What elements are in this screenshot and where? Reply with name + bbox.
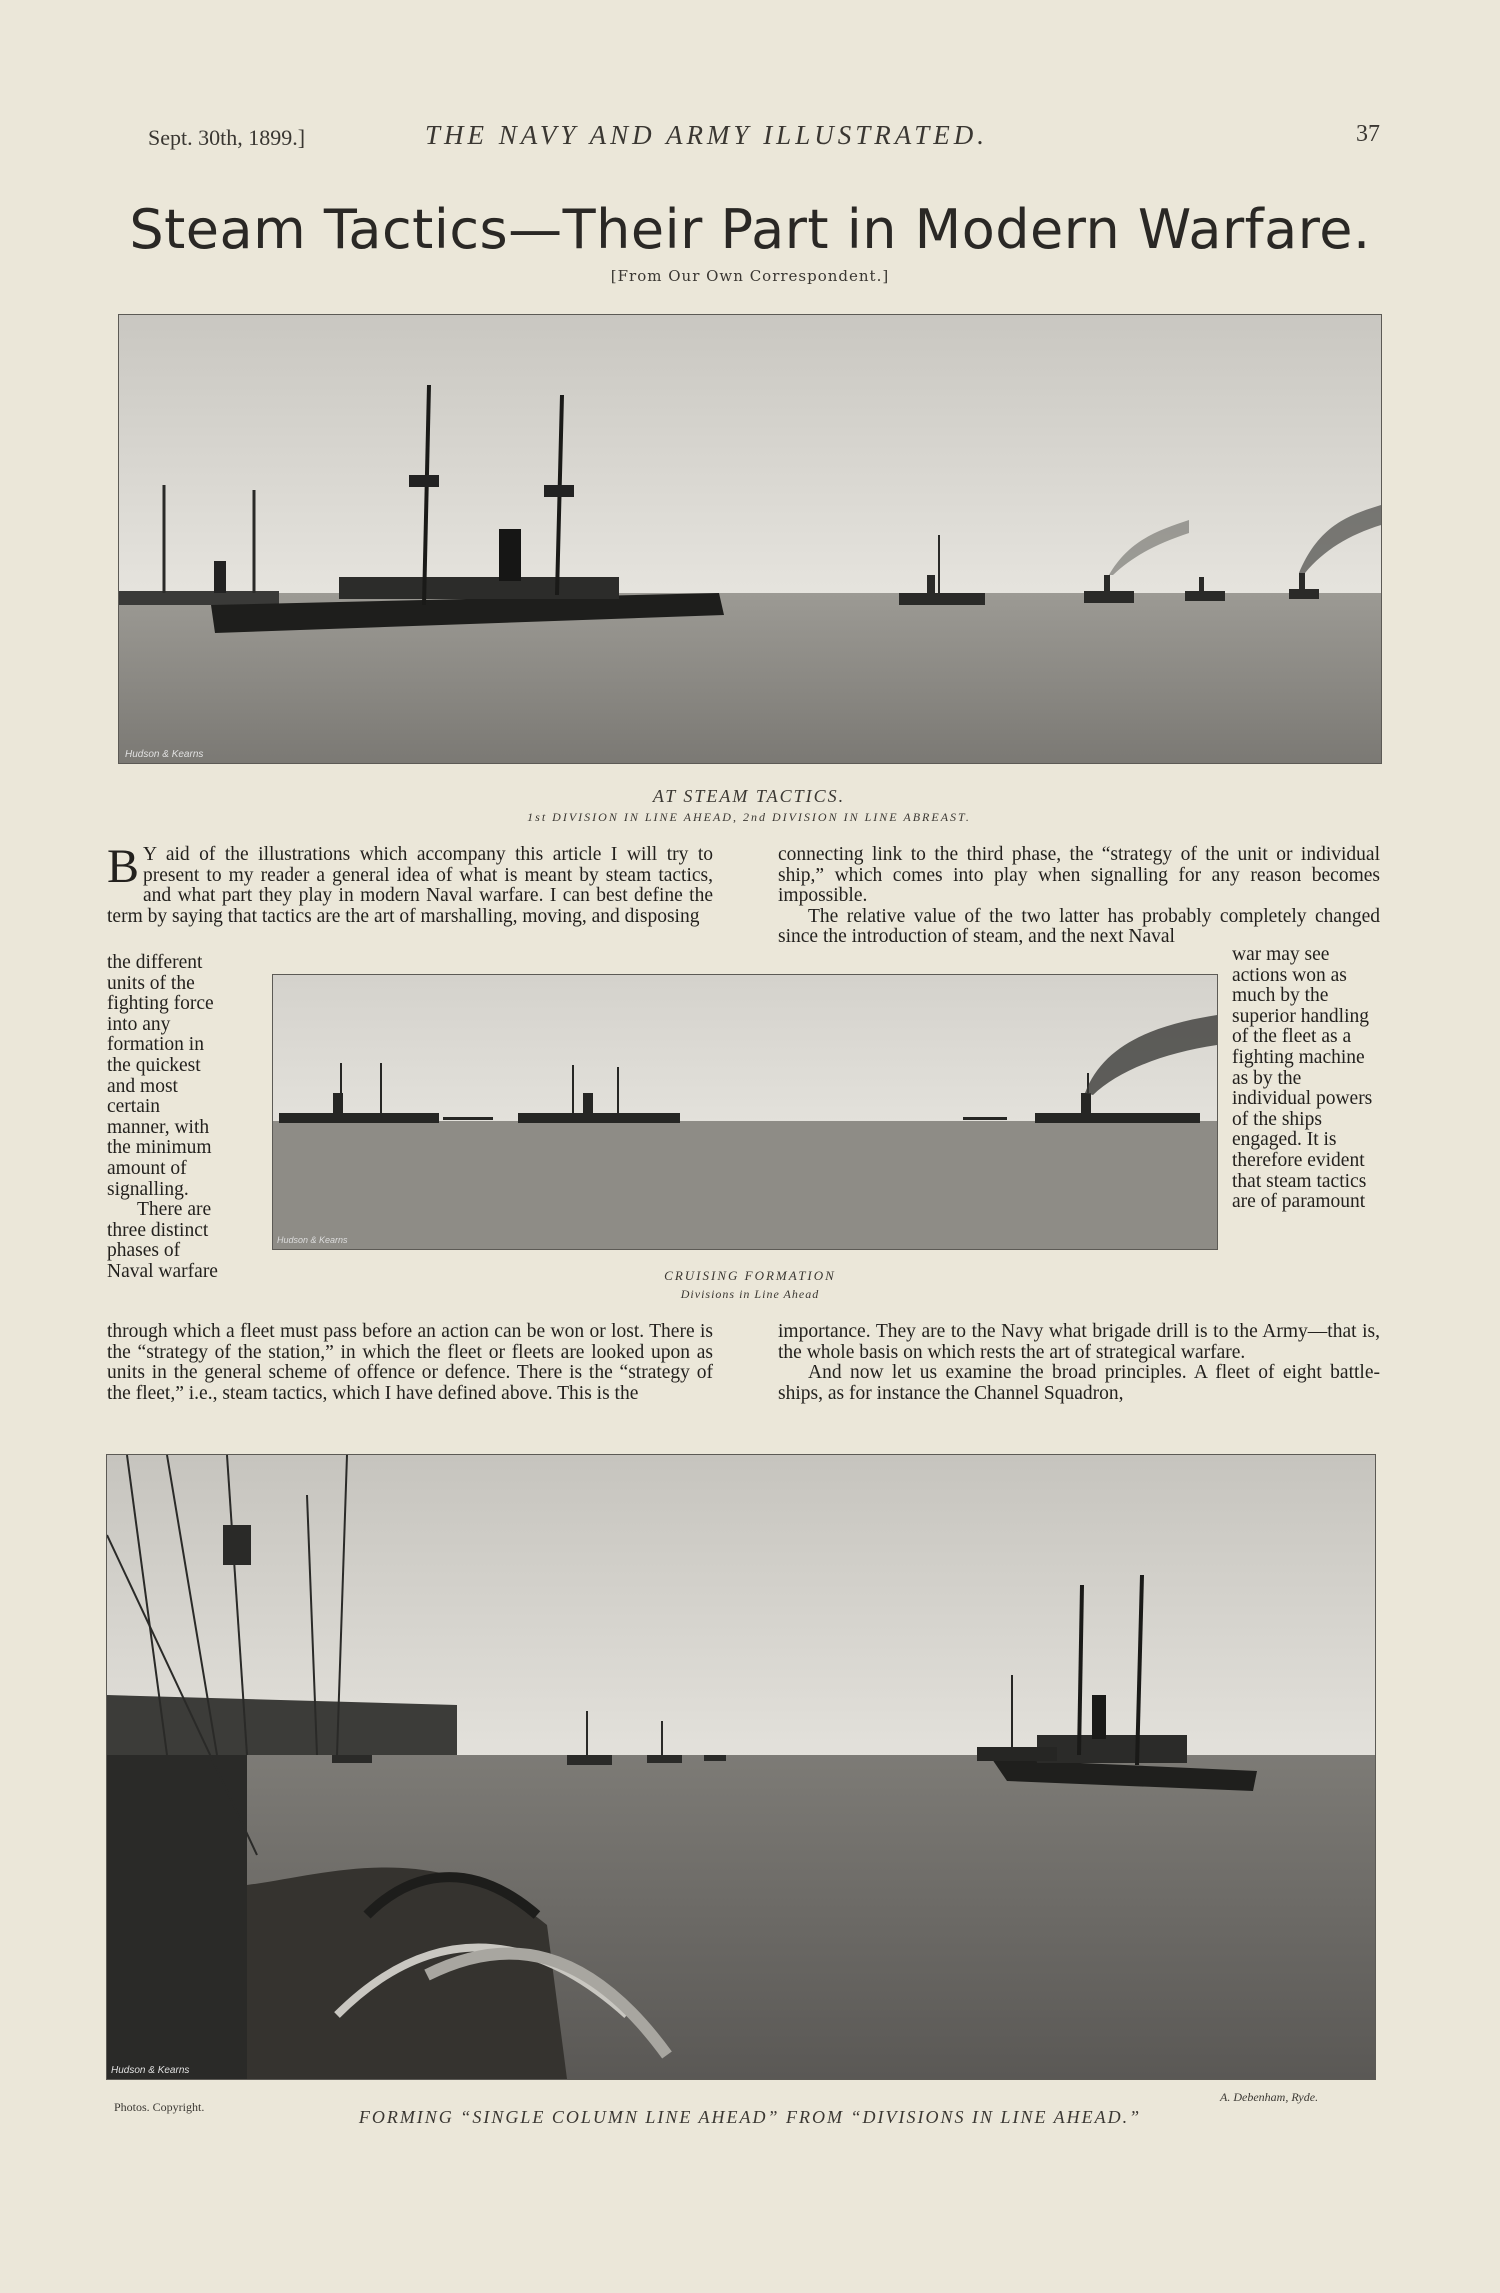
middle-photo-caption-title: CRUISING FORMATION — [664, 1268, 836, 1283]
page-number: 37 — [1356, 121, 1380, 147]
drop-cap: B — [107, 840, 140, 893]
photographer-credit: A. Debenham, Ryde. — [1220, 2090, 1319, 2104]
fleet-from-deck-illustration — [107, 1455, 1375, 2079]
photo-credit-mark: Hudson & Kearns — [277, 1235, 348, 1245]
photos-copyright-note: Photos. Copyright. — [114, 2100, 205, 2114]
photo-steam-tactics — [118, 314, 1382, 764]
top-photo-caption-sub: 1st DIVISION IN LINE AHEAD, 2nd DIVISION IN LINE ABREAST. — [527, 810, 971, 824]
article-text-right-bottom: importance. They are to the Navy what brigade drill is to the Army—that is, the whole basis on which rests the art of strategical warfare. And now let us examine the broad principles. A fleet of eight battle-ships, as for instance the Channel Squadron, — [778, 1321, 1380, 1404]
photo-credit-mark: Hudson & Kearns — [111, 2065, 190, 2076]
article-text-right-top: connecting link to the third phase, the “strategy of the unit or individual ship,” which comes into play when signalling for any reason becomes impossible. The relative value of the two latter has probably completely changed since the introduction of steam, and the next Naval — [778, 844, 1380, 948]
article-title: Steam Tactics—Their Part in Modern Warfare. — [129, 198, 1371, 261]
article-byline: [From Our Own Correspondent.] — [610, 267, 890, 285]
publication-title: THE NAVY AND ARMY ILLUSTRATED. — [425, 120, 988, 150]
article-text-right-narrow: war may see actions won as much by the superior handling of the fleet as a fighting machine as by the individual powers of the ships engaged. It is therefore evident that steam tactics are of paramount — [1232, 944, 1373, 1213]
article-text-left-bottom: through which a fleet must pass before an action can be won or lost. There is the “strategy of the station,” in which the fleet or fleets are looked upon as units in the general scheme of offence or defence. There is the “strategy of the fleet,” i.e., steam tactics, which I have defined above. This is the — [107, 1321, 713, 1404]
photo-single-column — [106, 1454, 1376, 2080]
issue-date: Sept. 30th, 1899.] — [148, 125, 306, 150]
cruising-ships-illustration — [273, 975, 1217, 1249]
article-text-left-top: B Y aid of the illustrations which accompany this article I will try to present to my reader a general idea of what is meant by steam tactics, and what part they play in modern Naval warfare. I can best define the term by saying that tactics are the art of marshalling, moving, and disposing — [107, 840, 713, 927]
photo-cruising-formation — [272, 974, 1218, 1250]
bottom-photo-caption: FORMING “SINGLE COLUMN LINE AHEAD” FROM “DIVISIONS IN LINE AHEAD.” — [358, 2107, 1142, 2127]
top-photo-caption-title: AT STEAM TACTICS. — [652, 786, 846, 806]
photo-credit-mark: Hudson & Kearns — [125, 749, 204, 760]
middle-photo-caption-sub: Divisions in Line Ahead — [680, 1287, 820, 1301]
article-text-left-narrow: the different units of the fighting force into any formation in the quickest and most certain manner, with the minimum amount of signalling. There are three distinct phases of Naval warfare — [107, 952, 218, 1282]
battleships-illustration — [119, 315, 1381, 763]
